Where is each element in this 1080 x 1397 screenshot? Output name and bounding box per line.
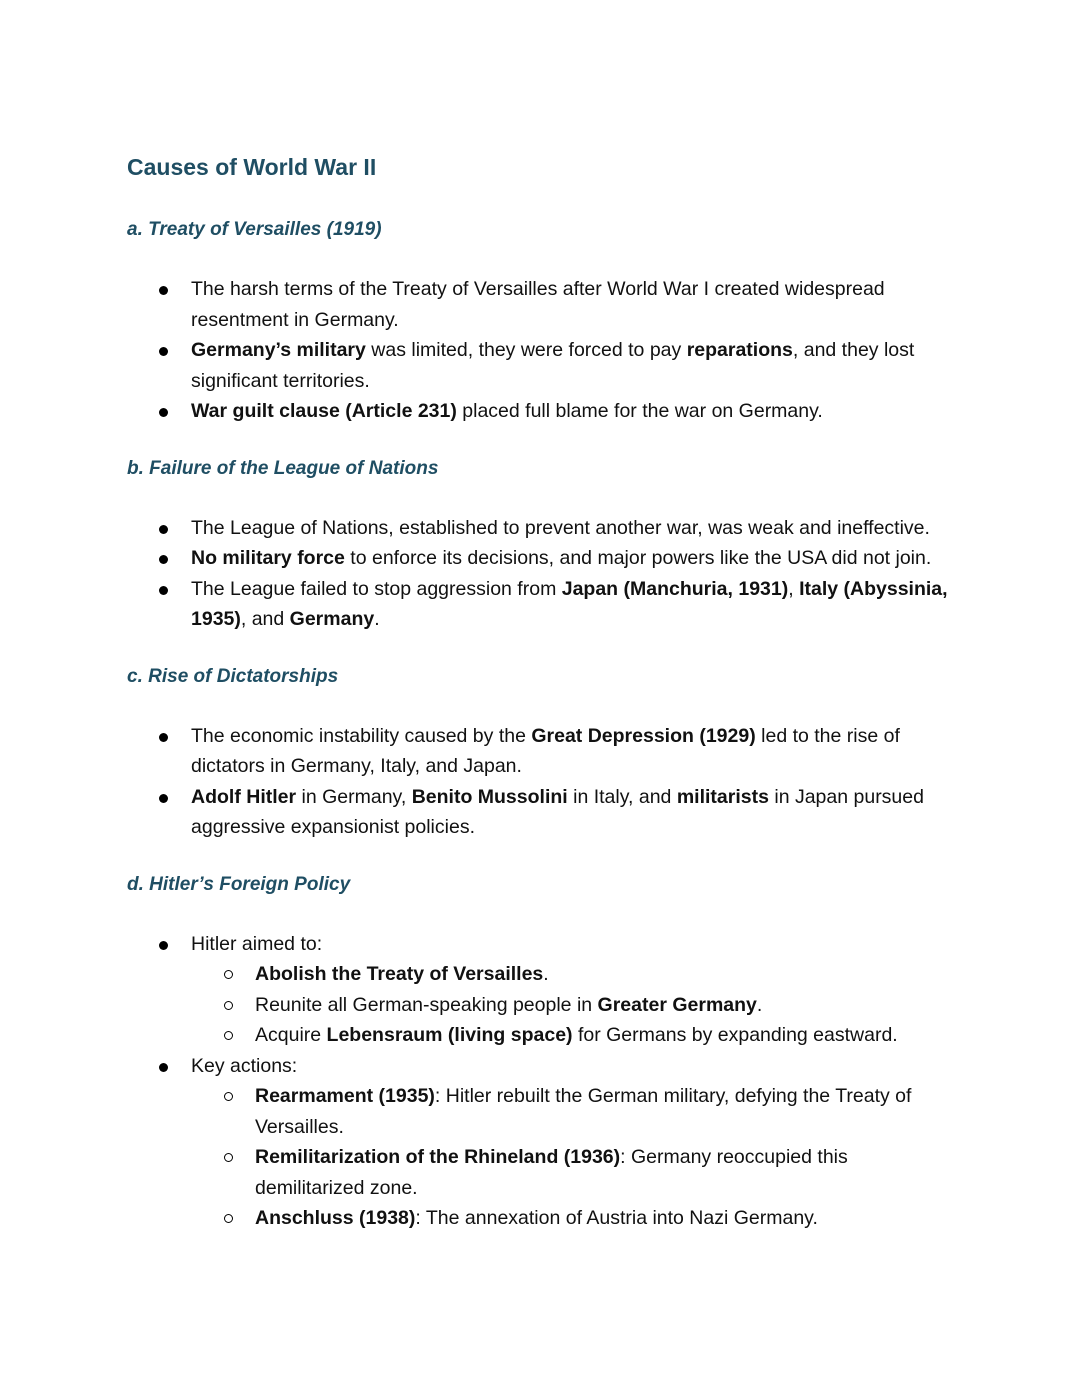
list-item (127, 782, 957, 843)
list-item (127, 721, 957, 782)
text-run: to enforce its decisions, and major powers like the USA did not join. (344, 547, 932, 569)
text-run: . (374, 608, 380, 630)
text-run: . (756, 993, 763, 1016)
text-run: in Italy, and (567, 785, 677, 808)
hollow-bullet-icon (224, 1153, 233, 1162)
bold-text: No military force (191, 547, 345, 569)
text-run: in Japan pursued aggressive expansionist policies. (191, 785, 924, 838)
text-run: placed full blame for the war on Germany. (456, 400, 823, 422)
bullet-icon (159, 408, 168, 417)
text-run: was limited, they were forced to pay (365, 339, 687, 361)
text-run: : Hitler rebuilt the German military, defying the Treaty of Versailles. (255, 1085, 912, 1138)
bullet-icon (159, 1063, 168, 1072)
sub-bullet-list (191, 1081, 957, 1234)
bullet-icon (159, 794, 168, 803)
sub-list-item (191, 990, 957, 1021)
list-item (127, 513, 957, 544)
bold-text: militarists (676, 785, 769, 808)
sub-list-item (191, 959, 957, 990)
bullet-icon (159, 586, 168, 595)
sections-container (127, 216, 957, 1234)
bold-text: Great Depression (1929) (531, 724, 756, 747)
sub-list-item (191, 1020, 957, 1051)
bold-text: Adolf Hitler (191, 785, 297, 808)
page-title: Causes of World War II (127, 154, 377, 180)
bullet-icon (159, 733, 168, 742)
document-page (127, 150, 957, 1234)
text-run: led to the rise of dictators in Germany, Italy, and Japan. (191, 724, 900, 777)
text-run: in Germany, (296, 785, 412, 808)
sub-list-item (191, 1081, 957, 1142)
list-item (127, 396, 957, 427)
bullet-list (127, 274, 957, 427)
bullet-list (127, 929, 957, 1234)
text-run: : Germany reoccupied this demilitarized zone. (255, 1146, 848, 1199)
bullet-list (127, 513, 957, 635)
sub-list-item (191, 1142, 957, 1203)
list-item (127, 574, 957, 635)
sub-bullet-list (191, 959, 957, 1051)
hollow-bullet-icon (224, 1001, 233, 1010)
list-item (127, 1051, 957, 1234)
bold-text: Benito Mussolini (411, 785, 568, 808)
bold-text: Greater Germany (597, 993, 757, 1016)
section-heading: a. Treaty of Versailles (1919) (127, 219, 382, 240)
bold-text: Abolish the Treaty of Versailles (255, 963, 544, 985)
text-run: Acquire (255, 1024, 327, 1046)
text-run: The harsh terms of the Treaty of Versailles after World War I created widespread resentment in Germany. (191, 278, 885, 331)
section-heading: b. Failure of the League of Nations (127, 457, 439, 479)
bold-text: reparations (686, 339, 793, 361)
bullet-icon (159, 286, 168, 295)
text-run: The League of Nations, established to prevent another war, was weak and ineffective. (191, 516, 930, 539)
bold-text: Lebensraum (living space) (326, 1024, 573, 1046)
text-run: . (543, 963, 549, 985)
text-run: The economic instability caused by the (191, 724, 532, 747)
bold-text: Germany (289, 608, 375, 630)
bold-text: Rearmament (1935) (255, 1085, 435, 1107)
bullet-icon (159, 555, 168, 564)
hollow-bullet-icon (224, 1092, 233, 1101)
section-heading: d. Hitler’s Foreign Policy (127, 873, 351, 895)
text-run: , (788, 577, 800, 600)
bullet-list (127, 721, 957, 843)
bold-text: Remilitarization of the Rhineland (1936) (255, 1146, 621, 1168)
text-run: , and they lost significant territories. (191, 339, 915, 392)
section-heading: c. Rise of Dictatorships (127, 665, 339, 687)
hollow-bullet-icon (224, 1031, 233, 1040)
text-run: The League failed to stop aggression from (191, 577, 562, 600)
bold-text: War guilt clause (Article 231) (191, 400, 457, 422)
text-run: Key actions: (191, 1054, 298, 1077)
bold-text: Italy (Abyssinia, 1935) (191, 577, 948, 630)
list-item (127, 274, 957, 335)
text-run: Hitler aimed to: (191, 932, 323, 955)
bullet-icon (159, 941, 168, 950)
bullet-icon (159, 347, 168, 356)
bold-text: Germany’s military (191, 339, 366, 361)
bullet-icon (159, 525, 168, 534)
text-run: , and (240, 608, 290, 630)
bold-text: Anschluss (1938) (255, 1207, 416, 1229)
hollow-bullet-icon (224, 970, 233, 979)
text-run: Reunite all German-speaking people in (255, 993, 598, 1016)
list-item (127, 335, 957, 396)
list-item (127, 929, 957, 1051)
bold-text: Japan (Manchuria, 1931) (561, 577, 789, 600)
text-run: for Germans by expanding eastward. (572, 1024, 898, 1046)
sub-list-item (191, 1203, 957, 1234)
list-item (127, 543, 957, 574)
text-run: : The annexation of Austria into Nazi Germany. (415, 1207, 818, 1229)
hollow-bullet-icon (224, 1214, 233, 1223)
